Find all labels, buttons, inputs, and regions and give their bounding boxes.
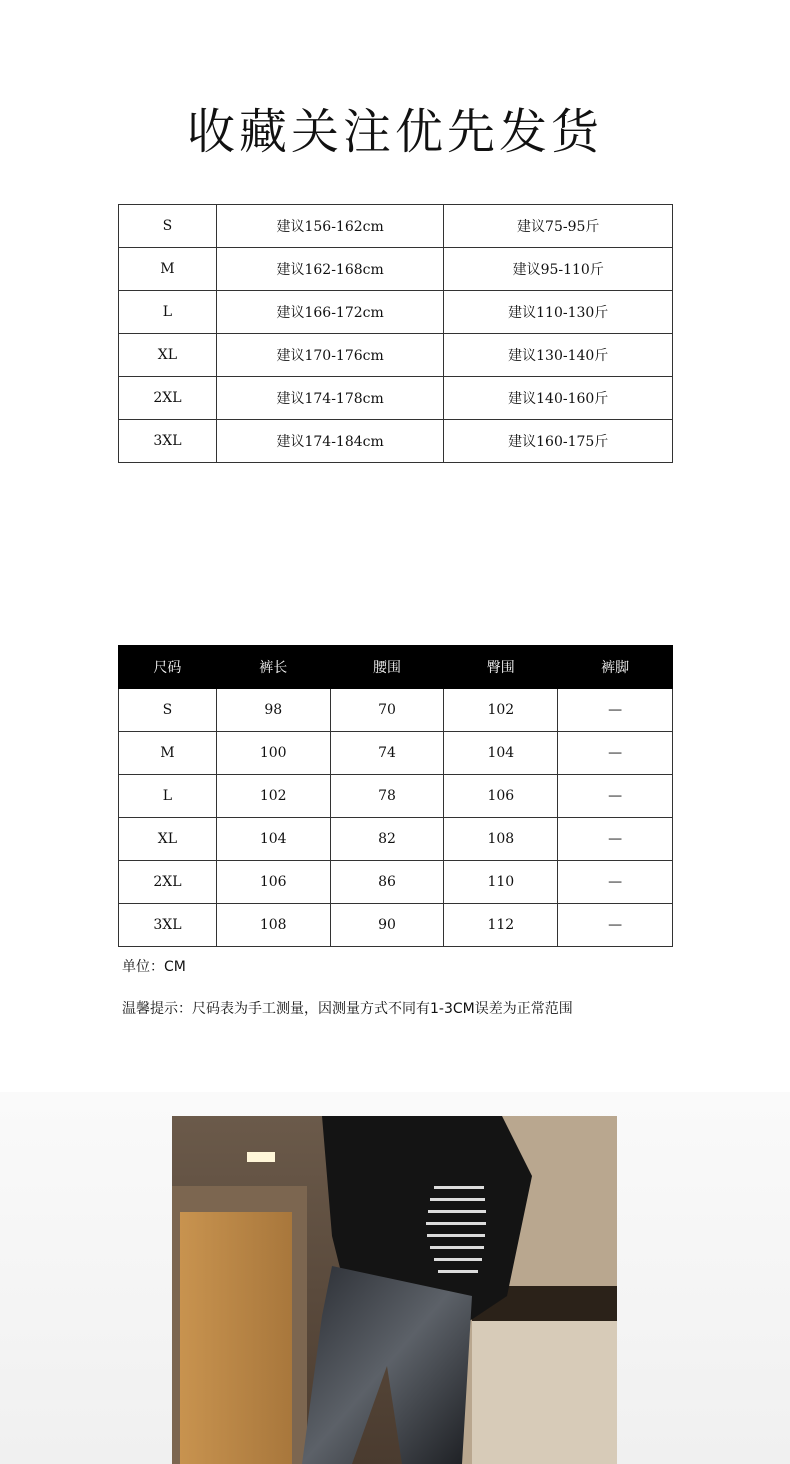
height-cell: 建议174-178cm bbox=[216, 377, 444, 420]
measurement-tip: 温馨提示：尺码表为手工测量，因测量方式不同有1-3CM误差为正常范围 bbox=[122, 1001, 573, 1017]
height-cell: 建议166-172cm bbox=[216, 291, 444, 334]
length-cell: 106 bbox=[216, 861, 330, 904]
header-length: 裤长 bbox=[216, 646, 330, 689]
headline: 收藏关注优先发货 bbox=[186, 104, 603, 160]
length-cell: 100 bbox=[216, 732, 330, 775]
size-cell: XL bbox=[119, 818, 217, 861]
weight-cell: 建议160-175斤 bbox=[444, 420, 673, 463]
hip-cell: 106 bbox=[444, 775, 558, 818]
table-header-row bbox=[119, 646, 673, 689]
size-cell: 3XL bbox=[119, 904, 217, 947]
length-cell: 98 bbox=[216, 689, 330, 732]
hem-cell: — bbox=[558, 732, 673, 775]
table-row bbox=[119, 291, 673, 334]
hip-cell: 110 bbox=[444, 861, 558, 904]
header-hem: 裤脚 bbox=[558, 646, 673, 689]
size-cell: 2XL bbox=[119, 377, 217, 420]
height-cell: 建议156-162cm bbox=[216, 205, 444, 248]
hem-cell: — bbox=[558, 861, 673, 904]
header-waist: 腰围 bbox=[330, 646, 444, 689]
weight-cell: 建议110-130斤 bbox=[444, 291, 673, 334]
height-cell: 建议174-184cm bbox=[216, 420, 444, 463]
model-photo-illustration bbox=[172, 1116, 617, 1464]
table-row bbox=[119, 732, 673, 775]
waist-cell: 90 bbox=[330, 904, 444, 947]
recommend-size-table bbox=[118, 204, 673, 463]
table-row bbox=[119, 861, 673, 904]
hem-cell: — bbox=[558, 904, 673, 947]
table-row bbox=[119, 904, 673, 947]
length-cell: 102 bbox=[216, 775, 330, 818]
model-photo bbox=[172, 1116, 617, 1464]
table-row bbox=[119, 420, 673, 463]
weight-cell: 建议75-95斤 bbox=[444, 205, 673, 248]
table-row bbox=[119, 818, 673, 861]
header-size: 尺码 bbox=[119, 646, 217, 689]
size-cell: M bbox=[119, 732, 217, 775]
table-row bbox=[119, 334, 673, 377]
table-row bbox=[119, 377, 673, 420]
hip-cell: 104 bbox=[444, 732, 558, 775]
size-cell: L bbox=[119, 775, 217, 818]
waist-cell: 74 bbox=[330, 732, 444, 775]
size-cell: S bbox=[119, 689, 217, 732]
table-row bbox=[119, 248, 673, 291]
length-cell: 108 bbox=[216, 904, 330, 947]
waist-cell: 78 bbox=[330, 775, 444, 818]
weight-cell: 建议140-160斤 bbox=[444, 377, 673, 420]
header-hip: 臀围 bbox=[444, 646, 558, 689]
weight-cell: 建议130-140斤 bbox=[444, 334, 673, 377]
size-cell: 3XL bbox=[119, 420, 217, 463]
weight-cell: 建议95-110斤 bbox=[444, 248, 673, 291]
size-cell: S bbox=[119, 205, 217, 248]
height-cell: 建议162-168cm bbox=[216, 248, 444, 291]
hem-cell: — bbox=[558, 689, 673, 732]
hip-cell: 108 bbox=[444, 818, 558, 861]
length-cell: 104 bbox=[216, 818, 330, 861]
hip-cell: 112 bbox=[444, 904, 558, 947]
table-row bbox=[119, 689, 673, 732]
table-row bbox=[119, 775, 673, 818]
height-cell: 建议170-176cm bbox=[216, 334, 444, 377]
size-cell: XL bbox=[119, 334, 217, 377]
hem-cell: — bbox=[558, 775, 673, 818]
unit-note: 单位：CM bbox=[122, 959, 186, 975]
waist-cell: 70 bbox=[330, 689, 444, 732]
hem-cell: — bbox=[558, 818, 673, 861]
pants-size-table bbox=[118, 645, 673, 947]
waist-cell: 82 bbox=[330, 818, 444, 861]
size-cell: 2XL bbox=[119, 861, 217, 904]
waist-cell: 86 bbox=[330, 861, 444, 904]
table-row bbox=[119, 205, 673, 248]
size-cell: L bbox=[119, 291, 217, 334]
size-cell: M bbox=[119, 248, 217, 291]
hip-cell: 102 bbox=[444, 689, 558, 732]
